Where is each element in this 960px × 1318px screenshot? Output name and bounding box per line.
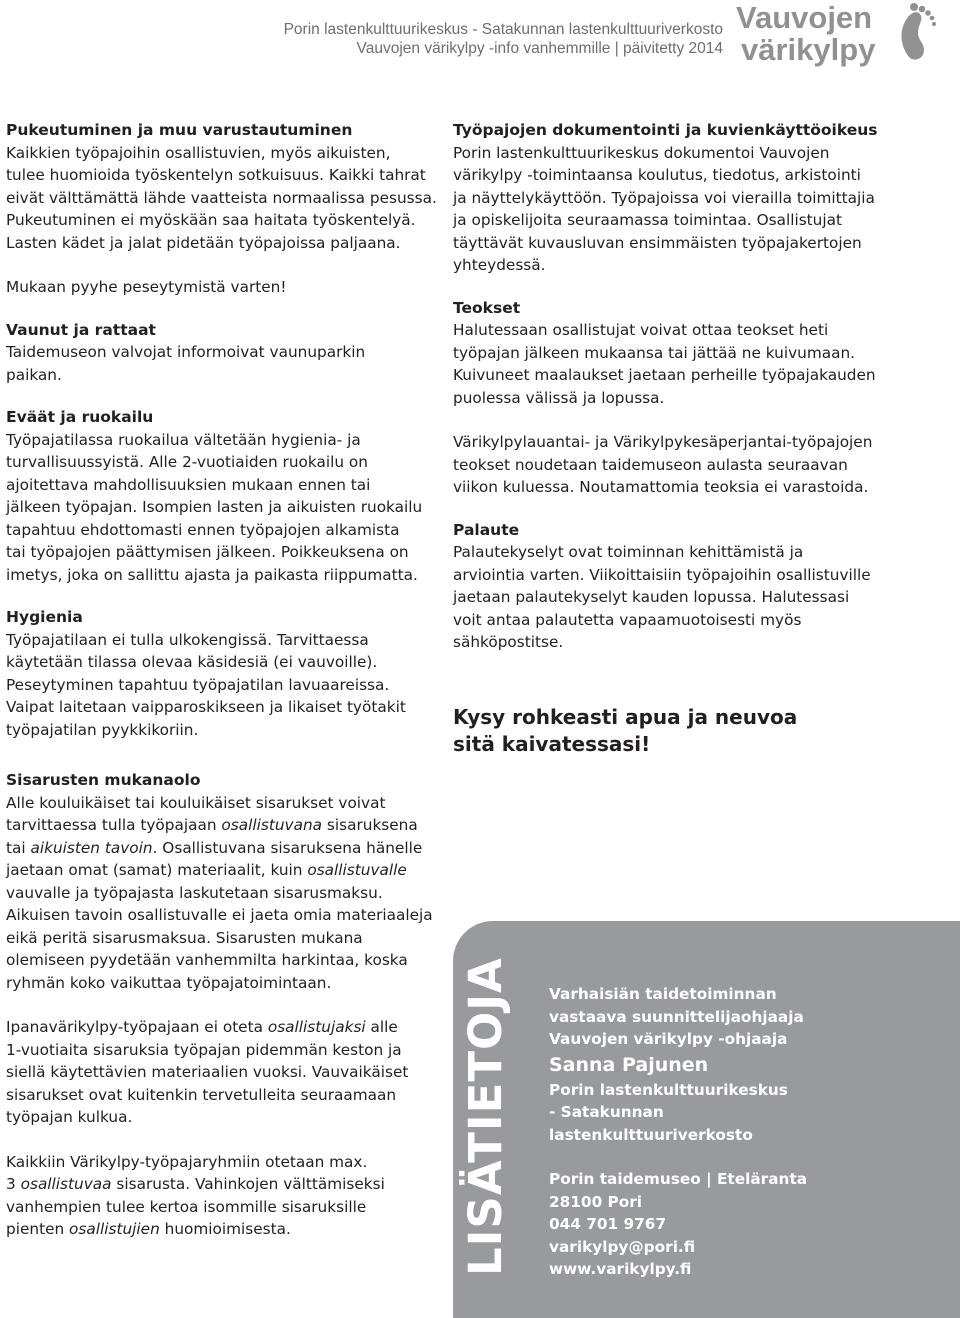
text-line: Kaikkiin Värikylpy-työpajaryhmiin otetaan max. [6, 1152, 368, 1171]
text-line: Värikylpylauantai- ja Värikylpykesäperjantai-työpajojen [453, 433, 873, 451]
vertical-label: LISÄTIETOJA [459, 957, 512, 1276]
text-line: työpajatilan pyykkikoriin. [6, 720, 199, 739]
text-line: Vaipat laitetaan vaipparoskikseen ja likaiset työtakit [6, 698, 406, 716]
contact-email[interactable]: varikylpy@pori.fi [549, 1237, 696, 1256]
section-title: Eväät ja ruokailu [6, 408, 154, 426]
text-line: Pukeutuminen ei myöskään saa haitata työskentelyä. [6, 211, 416, 229]
section-title: Teokset [453, 298, 521, 317]
text-line: eivät välttämättä lähde vaatteista normaalissa pesussa. [6, 188, 437, 207]
logo-bottom-text: värikylpy [741, 32, 876, 67]
contact-info [549, 983, 807, 1281]
text-line: käytetään tilassa olevaa käsidesiä (ei vauvoille). [6, 653, 378, 671]
text-line: eikä peritä sisarusmaksua. Sisarusten mukana [6, 928, 363, 947]
varikylpy-logo [734, 0, 960, 68]
text-line: Työpajatilassa ruokailua vältetään hygienia- ja [6, 430, 361, 449]
text-line: arviointia varten. Viikoittaisiin työpajoihin osallistuville [453, 565, 871, 584]
text-line: värikylpy -toimintaansa koulutus, tiedotus, arkistointi [453, 166, 861, 184]
contact-role: Varhaisiän taidetoiminnan [549, 985, 777, 1003]
text-line: imetys, joka on sallittu ajasta ja paikasta riippumatta. [6, 565, 418, 584]
text-line: Halutessaan osallistujat voivat ottaa teokset heti [453, 321, 829, 339]
section-title: Sisarusten mukanaolo [6, 771, 201, 789]
header-line-1: Porin lastenkulttuurikeskus - Satakunnan lastenkulttuuriverkosto [283, 21, 723, 38]
text-line: Ipanavärikylpy-työpajaan ei oteta osallistujaksi alle [6, 1018, 398, 1036]
header-text [284, 20, 723, 58]
text-line: tapahtuu ehdottomasti ennen työpajojen alkamista [6, 520, 400, 539]
contact-postal: 28100 Pori [549, 1192, 643, 1211]
call-to-action [453, 704, 797, 758]
text-line: Aikuisen tavoin osallistuvalle ei jaeta omia materiaaleja [6, 906, 433, 924]
text-line: paikan. [6, 365, 62, 384]
text-line: Palautekyselyt ovat toiminnan kehittämistä ja [453, 543, 804, 561]
contact-website[interactable]: www.varikylpy.fi [549, 1260, 692, 1278]
text-line: ja näyttelykäyttöön. Työpajoissa voi vierailla toimittajia [453, 188, 875, 207]
section-artworks [453, 297, 923, 499]
text-line: siellä käytettävien materiaalien vuoksi. Vauvaikäiset [6, 1063, 409, 1081]
cta-line-1: Kysy rohkeasti apua ja neuvoa [453, 705, 798, 729]
text-line: tarvittaessa tulla työpajaan osallistuvana sisaruksena [6, 816, 418, 834]
text-line: Kaikkien työpajoihin osallistuvien, myös aikuisten, [6, 143, 391, 162]
text-line: puolessa välissä ja lopussa. [453, 388, 665, 407]
contact-role: Vauvojen värikylpy -ohjaaja [549, 1030, 788, 1048]
text-line: Lasten kädet ja jalat pidetään työpajoissa paljaana. [6, 233, 401, 252]
contact-org: - Satakunnan [549, 1103, 664, 1121]
header-line-2: Vauvojen värikylpy -info vanhemmille | päivitetty 2014 [356, 40, 723, 57]
text-line: pienten osallistujien huomioimisesta. [6, 1220, 291, 1238]
section-title: Hygienia [6, 608, 83, 626]
text-line: vauvalle ja työpajasta laskutetaan sisarusmaksu. [6, 883, 383, 902]
contact-role: vastaava suunnittelijaohjaaja [549, 1007, 804, 1026]
text-line: tai työpajojen päättymisen jälkeen. Poikkeuksena on [6, 543, 409, 561]
text-line: Taidemuseon valvojat informoivat vaunuparkin [6, 343, 366, 361]
text-line: täyttävät kuvausluvan ensimmäisten työpajakertojen [453, 233, 862, 252]
text-line: tai aikuisten tavoin. Osallistuvana sisaruksena hänelle [6, 838, 423, 857]
section-clothing [6, 119, 436, 299]
text-line: sisarukset ovat kuitenkin tervetulleita seuraamaan [6, 1085, 397, 1104]
text-line: 1-vuotiaita sisaruksia työpajan pidemmän keston ja [6, 1040, 402, 1059]
section-feedback [453, 519, 923, 654]
text-line: olemiseen pyydetään vanhemmilta harkintaa, koska [6, 951, 408, 969]
text-line: Työpajatilaan ei tulla ulkokengissä. Tarvittaessa [6, 630, 369, 649]
text-line: teokset noudetaan taidemuseon aulasta seuraavan [453, 455, 848, 474]
contact-address: Porin taidemuseo | Eteläranta [549, 1170, 808, 1188]
left-column [6, 119, 436, 1261]
text-line: vanhempien tulee kertoa isommille sisaruksille [6, 1197, 367, 1216]
footprint-icon [901, 3, 936, 60]
text-line: Mukaan pyyhe peseytymistä varten! [6, 278, 287, 296]
section-meals [6, 406, 436, 586]
text-line: voit antaa palautetta vapaamuotoisesti myös [453, 610, 802, 629]
text-line: yhteydessä. [453, 256, 546, 274]
contact-phone[interactable]: 044 701 9767 [549, 1215, 667, 1233]
text-line: 3 osallistuvaa sisarusta. Vahinkojen välttämiseksi [6, 1175, 385, 1193]
section-strollers [6, 319, 436, 387]
section-siblings [6, 769, 436, 1241]
text-line: Peseytyminen tapahtuu työpajatilan lavuaareissa. [6, 675, 390, 694]
text-line: tulee huomioida työskentelyn sotkuisuus. Kaikki tahrat [6, 166, 426, 184]
section-hygiene [6, 606, 436, 741]
text-line: Porin lastenkulttuurikeskus dokumentoi Vauvojen [453, 143, 830, 162]
logo-top-text: Vauvojen [736, 0, 873, 35]
section-title: Pukeutuminen ja muu varustautuminen [6, 121, 353, 139]
text-line: ajoitettava mahdollisuuksien mukaan ennen tai [6, 475, 371, 494]
text-line: sähköpostitse. [453, 633, 564, 651]
text-line: työpajan jälkeen mukaansa tai jättää ne kuivumaan. [453, 343, 856, 362]
text-line: jaetaan omat (samat) materiaalit, kuin osallistuvalle [6, 861, 407, 879]
section-title: Työpajojen dokumentointi ja kuvienkäyttöoikeus [453, 121, 878, 139]
section-title: Palaute [453, 520, 520, 539]
contact-org: Porin lastenkulttuurikeskus [549, 1080, 788, 1099]
text-line: viikon kuluessa. Noutamattomia teoksia ei varastoida. [453, 478, 869, 496]
text-line: turvallisuussyistä. Alle 2-vuotiaiden ruokailu on [6, 453, 368, 471]
text-line: Kuivuneet maalaukset jaetaan perheille työpajakauden [453, 366, 876, 384]
right-column [453, 119, 923, 674]
text-line: jälkeen työpajan. Isompien lasten ja aikuisten ruokailu [6, 498, 423, 516]
text-line: ryhmän koko vaikuttaa työpajatoimintaan. [6, 973, 332, 992]
text-line: työpajan kulkua. [6, 1108, 133, 1126]
section-documentation [453, 119, 923, 277]
contact-name: Sanna Pajunen [549, 1053, 709, 1076]
text-line: Alle kouluikäiset tai kouluikäiset sisarukset voivat [6, 793, 386, 812]
cta-line-2: sitä kaivatessasi! [453, 732, 651, 756]
contact-org: lastenkulttuuriverkosto [549, 1125, 753, 1144]
text-line: ja opiskelijoita seuraamassa toimintaa. Osallistujat [453, 211, 842, 229]
section-title: Vaunut ja rattaat [6, 320, 156, 339]
text-line: jaetaan palautekyselyt kauden lopussa. Halutessasi [453, 588, 850, 606]
